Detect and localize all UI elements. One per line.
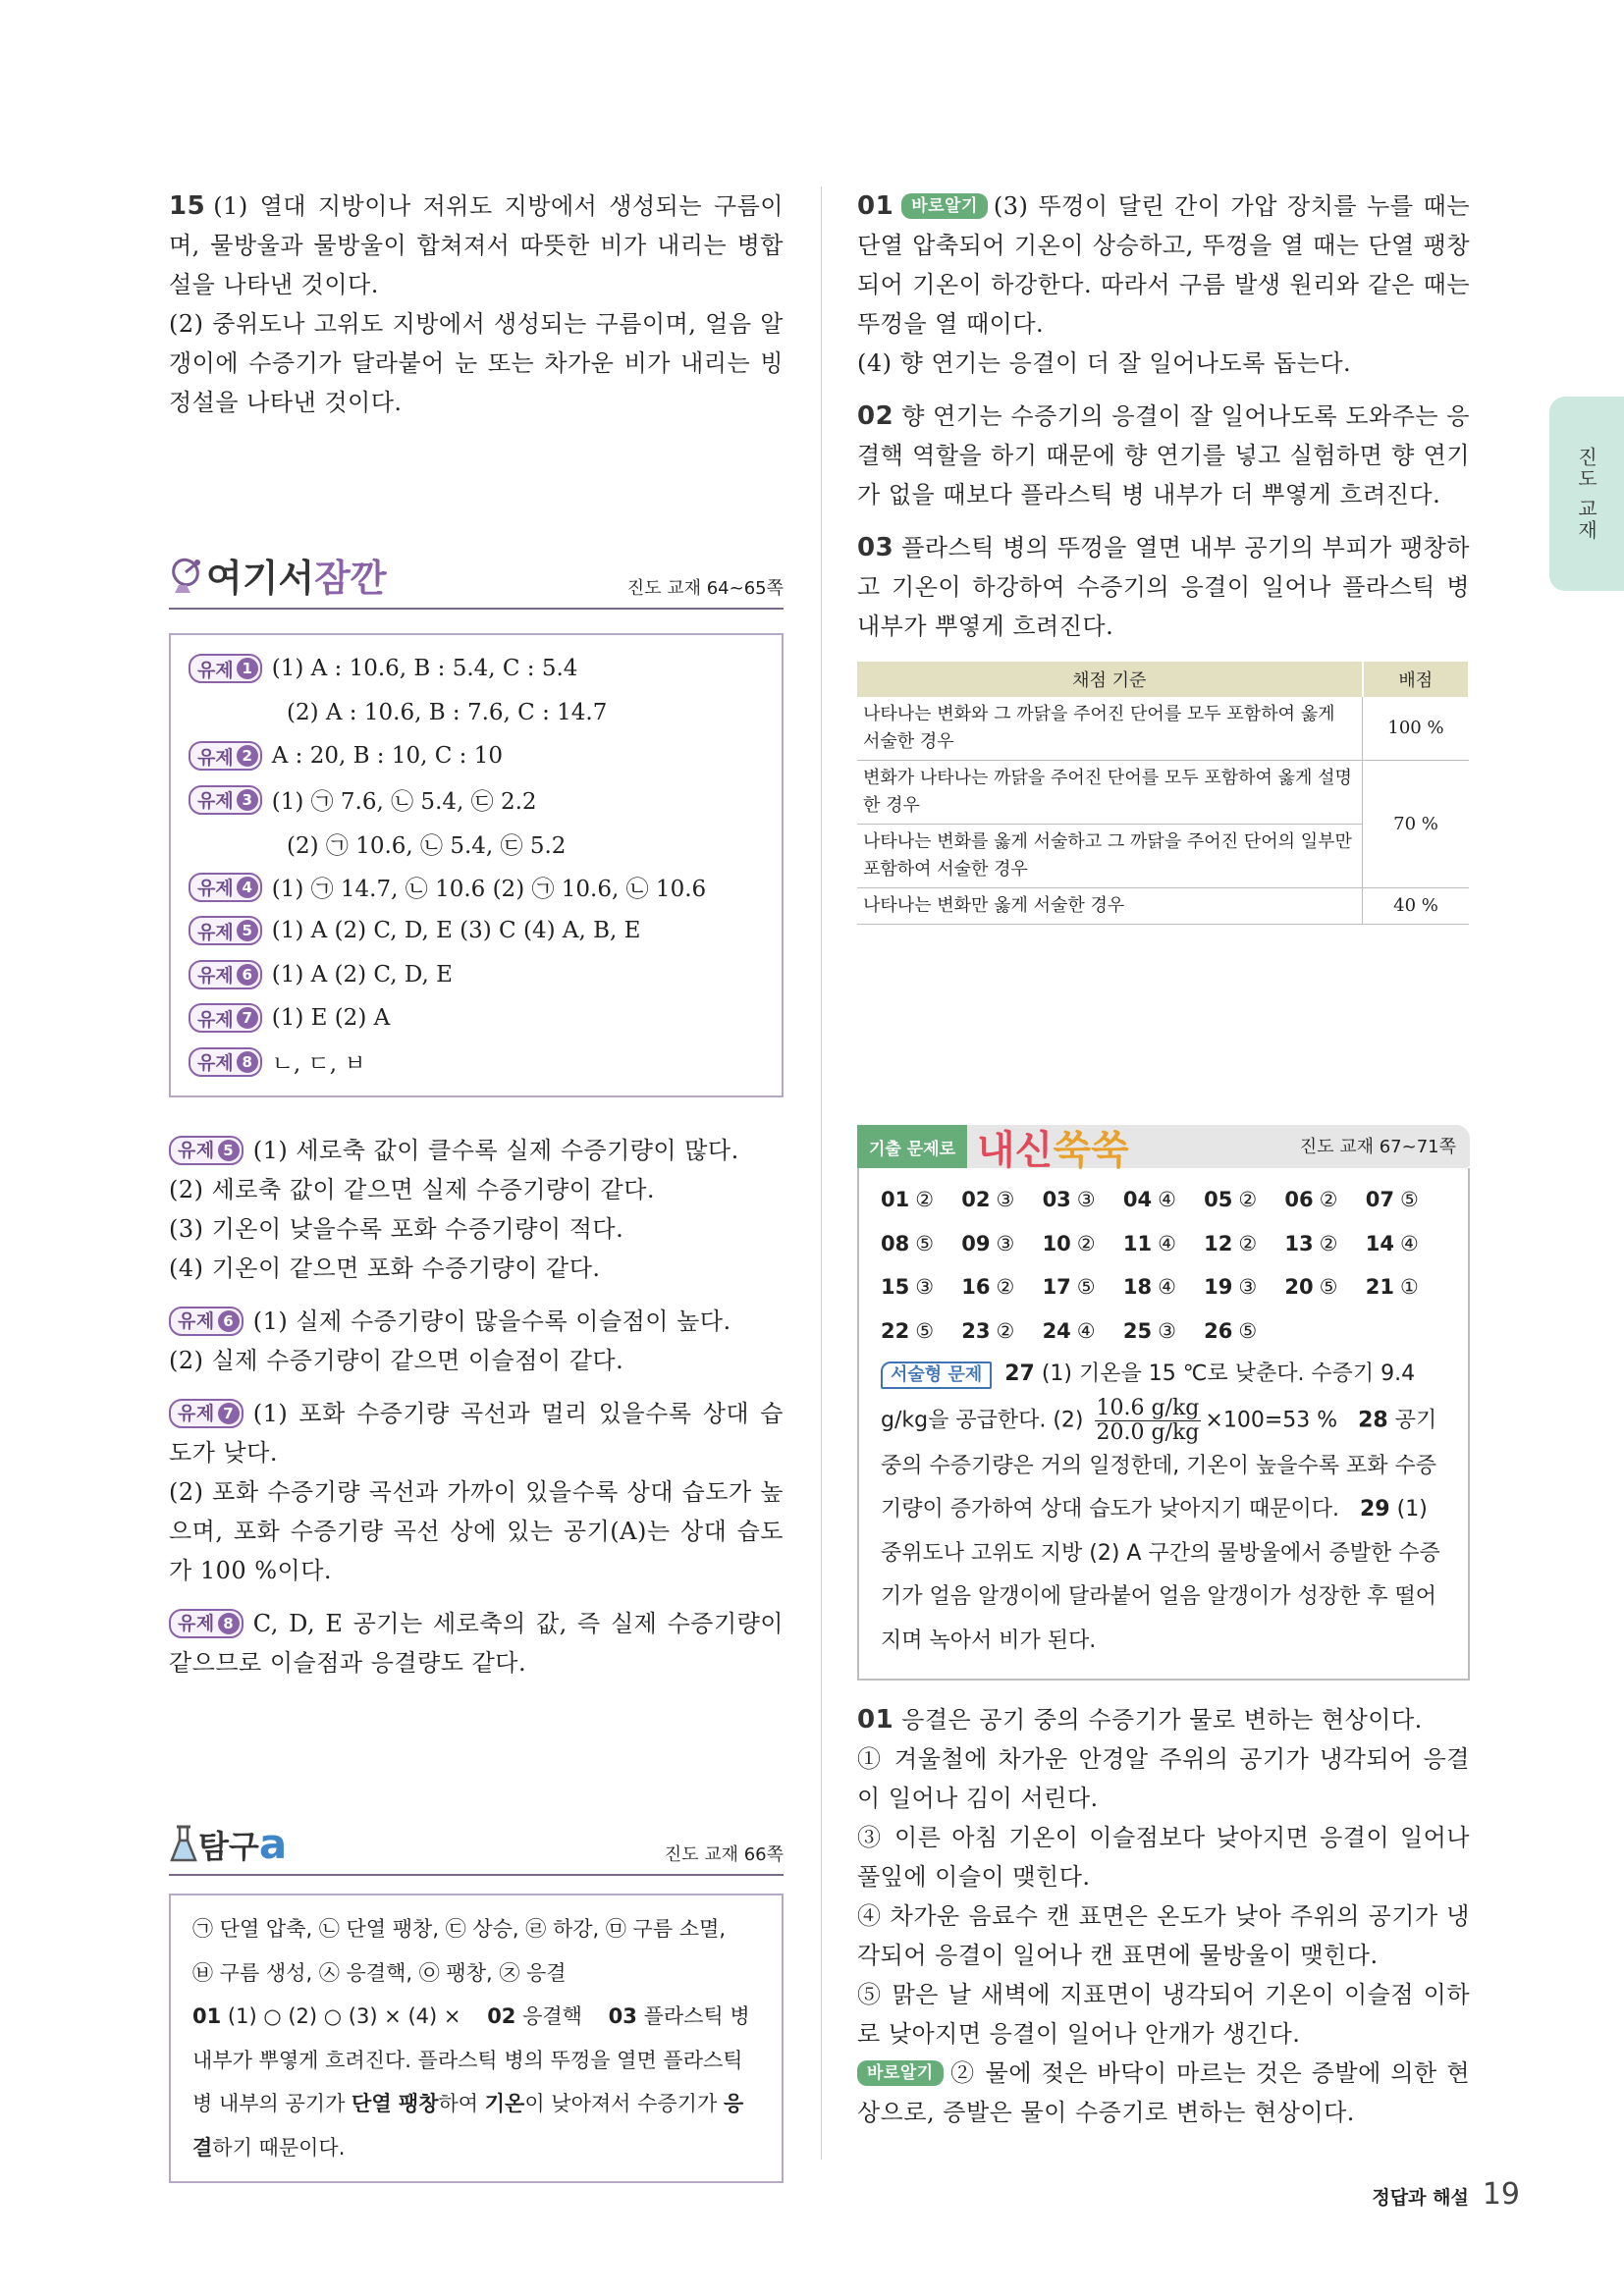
table-row (857, 761, 1469, 825)
satellite-dish-icon (169, 556, 206, 595)
explanation-text: (4) 기온이 같으면 포화 수증기량이 같다. (169, 1255, 601, 1282)
exercise-tag: 유제 5 (169, 1136, 244, 1165)
question-number: 15 (169, 191, 206, 221)
question-number: 01 (857, 1705, 894, 1735)
explanation-5 (169, 1131, 784, 1288)
table-cell: 100 % (1363, 697, 1470, 761)
explanation-text: (1) 세로축 값이 클수록 실제 수증기량이 많다. (252, 1137, 739, 1164)
answer-15 (169, 187, 784, 422)
answer-item: 21 ① (1365, 1275, 1419, 1300)
answer-row (189, 953, 764, 997)
answer-01 (857, 187, 1470, 383)
section-header (169, 548, 784, 610)
table-cell: 나타나는 변화와 그 까닭을 주어진 단어를 모두 포함하여 옳게 서술한 경우 (857, 697, 1363, 761)
side-tab[interactable]: 진도 교재 (1549, 397, 1624, 591)
textbook-page-ref: 진도 교재 66쪽 (664, 1844, 784, 1865)
answer-02 (857, 397, 1470, 514)
answer-text: (2) 중위도나 고위도 지방에서 생성되는 구름이며, 얼음 알갱이에 수증기가 달라붙어 눈 또는 차가운 비가 내리는 빙정설을 나타낸 것이다. (169, 310, 784, 416)
answer-text: (1) A (2) C, D, E (271, 961, 453, 988)
explanation-8 (169, 1604, 784, 1682)
answer-item: 10 ② (1042, 1231, 1096, 1255)
answer-text: (1) 열대 지방이나 저위도 지방에서 생성되는 구름이며, 물방울과 물방울이 합쳐져서 따뜻한 비가 내리는 병합설을 나타낸 것이다. (169, 192, 784, 298)
answer-text: (1) A : 10.6, B : 5.4, C : 5.4 (271, 656, 578, 682)
essay-tag: 서술형 문제 (881, 1362, 992, 1389)
answer-text: (3) 뚜껑이 달린 간이 가압 장치를 누를 때는 단열 압축되어 기온이 상승하고, 뚜껑을 열 때는 단열 팽창되어 기온이 하강한다. 따라서 구름 발생 원리와 같은 때는 뚜껑을 열 때이다. (857, 192, 1470, 338)
answer-row (189, 1041, 764, 1085)
answer-text: A : 20, B : 10, C : 10 (271, 743, 503, 770)
explanation-text: (2) 포화 수증기량 곡선과 가까이 있을수록 상대 습도가 높으며, 포화 수증기량 곡선 상에 있는 공기(A)는 상대 습도가 100 %이다. (169, 1478, 784, 1584)
answer-item: 08 ⑤ (881, 1231, 935, 1255)
answer-text: (1) ㉠ 7.6, ㉡ 5.4, ㉢ 2.2 (271, 789, 537, 816)
section-tag: 기출 문제로 (857, 1125, 967, 1168)
section-title (169, 1820, 287, 1868)
exercise-tag: 유제 7 (169, 1399, 244, 1428)
answer-row (189, 647, 764, 691)
table-header: 배점 (1363, 662, 1470, 697)
section-title-highlight: 잠깐 (314, 557, 387, 600)
explanation-7 (169, 1394, 784, 1590)
answer-text: (1) E (2) A (271, 1005, 391, 1032)
yeogiseo-section (169, 548, 784, 1097)
answer-line: 01 (1) ○ (2) ○ (3) × (4) × 02 응결핵 03 플라스틱 병 내부가 뿌옇게 흐려진다. 플라스틱 병의 뚜껑을 열면 플라스틱 병 내부의 공기가 단열 팽창하여 기온이 낮아져서 수증기가 응결하기 때문이다. (192, 2004, 750, 2160)
footer-label: 정답과 해설 (1372, 2187, 1469, 2209)
exercise-tag: 유제 6 (169, 1307, 244, 1336)
answer-text: (2) ㉠ 10.6, ㉡ 5.4, ㉢ 5.2 (287, 832, 567, 859)
answer-item: 09 ③ (961, 1231, 1015, 1255)
table-cell: 나타나는 변화를 옳게 서술하고 그 까닭을 주어진 단어의 일부만 포함하여 서술한 경우 (857, 825, 1363, 888)
table-cell: 40 % (1363, 888, 1470, 925)
answer-item: 16 ② (961, 1275, 1015, 1300)
answer-box (169, 1894, 784, 2183)
section-header (169, 1820, 784, 1876)
question-number: 02 (857, 401, 894, 431)
explanation-text: ⑤ 맑은 날 새벽에 지표면이 냉각되어 기온이 이슬점 이하로 낮아지면 응결이 일어나 안개가 생긴다. (857, 1981, 1470, 2048)
answer-text: (4) 향 연기는 응결이 더 잘 일어나도록 돕는다. (857, 349, 1352, 377)
exercise-tag: 유제 8 (189, 1047, 262, 1077)
answer-text: 향 연기는 수증기의 응결이 잘 일어나도록 도와주는 응결핵 역할을 하기 때문에 향 연기를 넣고 실험하면 향 연기가 없을 때보다 플라스틱 병 내부가 더 뿌옇게 흐려진다. (857, 402, 1470, 508)
exercise-tag: 유제 1 (189, 654, 262, 683)
explanation-text: 응결은 공기 중의 수증기가 물로 변하는 현상이다. (901, 1706, 1423, 1734)
answer-item: 01 ② (881, 1188, 935, 1212)
answer-row (189, 909, 764, 953)
answer-row (189, 778, 764, 823)
table-row (857, 888, 1469, 925)
answer-grid (881, 1178, 1446, 1353)
table-cell: 70 % (1363, 761, 1470, 888)
section-title (169, 548, 387, 602)
answer-item: 11 ④ (1122, 1231, 1176, 1255)
correction-pill: 바로알기 (857, 2060, 944, 2086)
answer-text: 플라스틱 병의 뚜껑을 열면 내부 공기의 부피가 팽창하고 기온이 하강하여 수증기의 응결이 일어나 플라스틱 병 내부가 뿌옇게 흐려진다. (857, 534, 1470, 640)
answer-row (189, 996, 764, 1041)
answer-item: 07 ⑤ (1365, 1188, 1419, 1212)
exercise-tag: 유제 6 (189, 960, 262, 989)
textbook-page-ref: 진도 교재 64~65쪽 (626, 578, 784, 599)
answer-line: ㉥ 구름 생성, ㉦ 응결핵, ㉧ 팽창, ㉨ 응결 (192, 1960, 567, 1985)
essay-answers: 서술형 문제 27 (1) 기온을 15 ℃로 낮춘다. 수증기 9.4 g/kg을 공급한다. (2) $\frac{10.6 g/kg}{20.0 g/kg}$ ×100=53 % 28 공기 중의 수증기량은 거의 일정한데, 기온이 높을수록 포화 수증기량이 증가하여 상대 습도가 낮아지기 때문이다. 29 (1) 중위도나 고위도 지방 (2) A 구간의 물방울에서 증발한 수증기가 얼음 알갱이에 달라붙어 얼음 알갱이가 성장한 후 떨어지며 녹아서 비가 된다. (881, 1362, 1440, 1653)
question-number: 03 (857, 533, 894, 562)
explanation-01 (857, 1700, 1470, 2132)
explanation-text: (3) 기온이 낮을수록 포화 수증기량이 적다. (169, 1215, 624, 1243)
flask-icon (169, 1825, 198, 1864)
exercise-tag: 유제 5 (189, 916, 262, 945)
exercise-tag: 유제 8 (169, 1609, 244, 1638)
tamgu-section (169, 1820, 784, 2183)
answer-item: 18 ④ (1122, 1275, 1176, 1300)
naesin-section (857, 1125, 1470, 1681)
answer-row (189, 691, 764, 735)
table-cell: 변화가 나타나는 까닭을 주어진 단어를 모두 포함하여 옳게 설명한 경우 (857, 761, 1363, 825)
table-row (857, 697, 1469, 761)
answer-row (189, 734, 764, 778)
question-number: 01 (857, 191, 894, 221)
answer-text: (2) A : 10.6, B : 7.6, C : 14.7 (287, 699, 608, 725)
answer-box (169, 633, 784, 1097)
answer-item: 04 ④ (1122, 1188, 1176, 1212)
answer-text: (1) A (2) C, D, E (3) C (4) A, B, E (271, 918, 641, 944)
exercise-tag: 유제 2 (189, 741, 262, 771)
answer-item: 13 ② (1284, 1231, 1338, 1255)
section-header (857, 1125, 1470, 1173)
right-column (857, 187, 1470, 2132)
explanation-text: ① 겨울철에 차가운 안경알 주위의 공기가 냉각되어 응결이 일어나 김이 서린다. (857, 1745, 1470, 1812)
scoring-table (857, 662, 1470, 925)
left-column (169, 187, 784, 2183)
exercise-tag: 유제 7 (189, 1003, 262, 1033)
explanation-text: ④ 차가운 음료수 캔 표면은 온도가 낮아 주위의 공기가 냉각되어 응결이 일어나 캔 표면에 물방울이 맺힌다. (857, 1902, 1470, 1969)
answer-item: 14 ④ (1365, 1231, 1419, 1255)
table-cell: 나타나는 변화만 옳게 서술한 경우 (857, 888, 1363, 925)
answer-row (189, 866, 764, 910)
answer-item: 02 ③ (961, 1188, 1015, 1212)
answer-item: 15 ③ (881, 1275, 935, 1300)
answer-item: 26 ⑤ (1204, 1318, 1258, 1343)
page-footer (1372, 2177, 1520, 2212)
section-title: 내신쑥쑥 (977, 1127, 1129, 1173)
section-title-part: 탐구 (198, 1827, 259, 1865)
answer-box (857, 1168, 1470, 1681)
answer-03 (857, 528, 1470, 646)
page-number: 19 (1482, 2177, 1520, 2212)
answer-item: 05 ② (1204, 1188, 1258, 1212)
explanation-text: (2) 세로축 값이 같으면 실제 수증기량이 같다. (169, 1176, 656, 1203)
textbook-page-ref: 진도 교재 67~71쪽 (1299, 1137, 1456, 1157)
exercise-tag: 유제 4 (189, 873, 262, 902)
answer-row (189, 822, 764, 866)
answer-item: 22 ⑤ (881, 1318, 935, 1343)
answer-item: 12 ② (1204, 1231, 1258, 1255)
explanation-text: ③ 이른 아침 기온이 이슬점보다 낮아지면 응결이 일어나 풀잎에 이슬이 맺힌다. (857, 1824, 1470, 1891)
answer-item: 17 ⑤ (1042, 1275, 1096, 1300)
answer-item: 19 ③ (1204, 1275, 1258, 1300)
explanation-6 (169, 1302, 784, 1380)
section-title-part: 여기서 (206, 557, 315, 600)
answer-item: 24 ④ (1042, 1318, 1096, 1343)
explanation-text: ② 물에 젖은 바닥이 마르는 것은 증발에 의한 현상으로, 증발은 물이 수증기로 변하는 현상이다. (857, 2059, 1470, 2126)
fraction: $\frac{10.6 g/kg}{20.0 g/kg}$ (1096, 1395, 1200, 1445)
correction-pill: 바로알기 (901, 193, 988, 219)
answer-item: 23 ② (961, 1318, 1015, 1343)
table-header: 채점 기준 (857, 662, 1363, 697)
answer-line: ㉠ 단열 압축, ㉡ 단열 팽창, ㉢ 상승, ㉣ 하강, ㉤ 구름 소멸, (192, 1917, 727, 1941)
answer-item: 20 ⑤ (1284, 1275, 1338, 1300)
answer-item: 25 ③ (1122, 1318, 1176, 1343)
explanation-text: (1) 실제 수증기량이 많을수록 이슬점이 높다. (252, 1308, 731, 1335)
exercise-tag: 유제 3 (189, 785, 262, 815)
column-divider (821, 187, 822, 2160)
answer-item: 03 ③ (1042, 1188, 1096, 1212)
answer-text: ㄴ, ㄷ, ㅂ (271, 1051, 366, 1078)
explanation-text: (1) 포화 수증기량 곡선과 멀리 있을수록 상대 습도가 낮다. (169, 1400, 784, 1467)
answer-item: 06 ② (1284, 1188, 1338, 1212)
section-title-highlight: a (258, 1820, 288, 1868)
explanation-text: C, D, E 공기는 세로축의 값, 즉 실제 수증기량이 같으므로 이슬점과 응결량도 같다. (169, 1610, 784, 1677)
explanation-text: (2) 실제 수증기량이 같으면 이슬점이 같다. (169, 1347, 624, 1374)
answer-text: (1) ㉠ 14.7, ㉡ 10.6 (2) ㉠ 10.6, ㉡ 10.6 (271, 877, 707, 903)
